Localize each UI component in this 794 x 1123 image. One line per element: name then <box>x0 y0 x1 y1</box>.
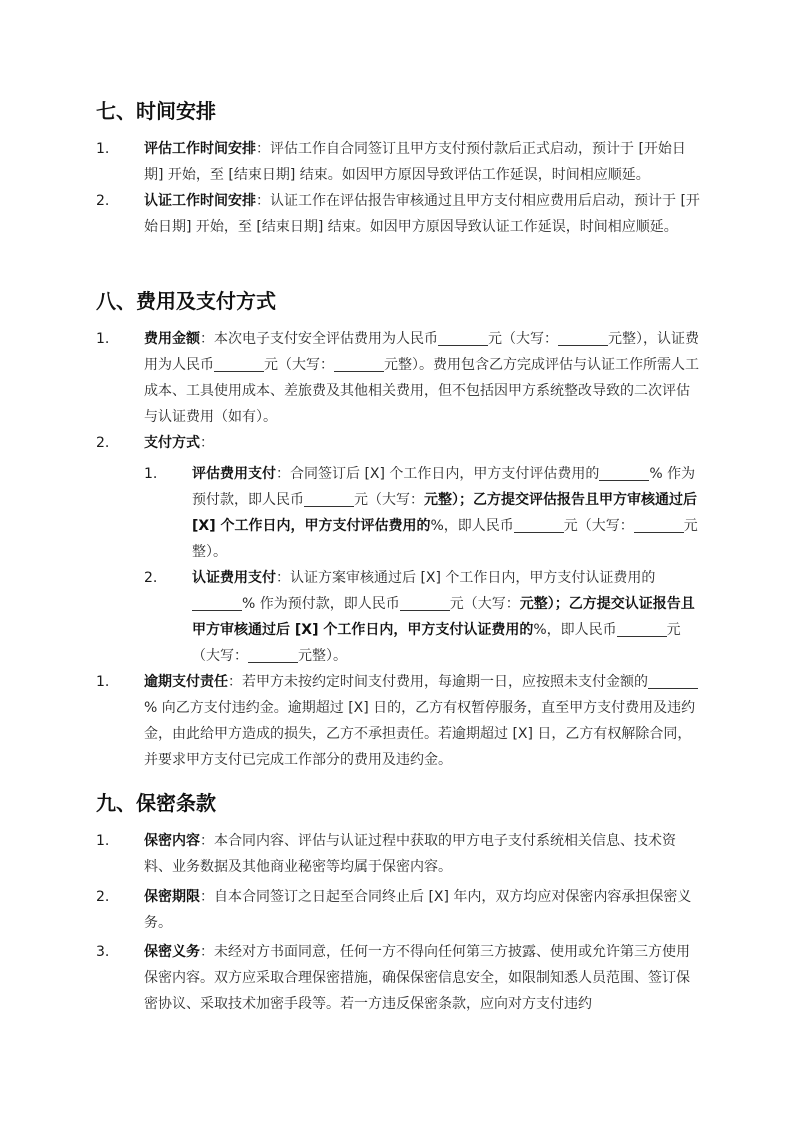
blank-line <box>334 353 384 372</box>
blank-line <box>438 327 488 346</box>
list-item <box>144 136 700 188</box>
section-heading-8: 八、费用及支付方式 <box>96 289 276 313</box>
blank-line <box>304 488 354 507</box>
blank-line <box>248 644 298 663</box>
blank-line <box>599 462 649 481</box>
list-number: 3. <box>96 944 110 960</box>
list-item: 保密期限：自本合同签订之日起至合同终止后 [X] 年内，双方均应对保密内容承担保密义务。 <box>144 889 692 931</box>
item-label: 保密内容 <box>144 833 200 849</box>
item-label: 认证工作时间安排 <box>144 193 256 209</box>
list-number: 1. <box>96 674 110 690</box>
list-number: 1. <box>96 141 110 157</box>
sub-list-number: 1. <box>144 466 158 482</box>
item-label: 支付方式 <box>144 435 200 451</box>
list-item: 保密义务：未经对方书面同意，任何一方不得向任何第三方披露、使用或允许第三方使用保密内容。双方应采取合理保密措施，确保保密信息安全，如限制知悉人员范围、签订保密协议、采取技术加密手段等。若一方违反保密条款，应向对方支付违约 <box>144 944 690 1012</box>
list-item: 保密内容：本合同内容、评估与认证过程中获取的甲方电子支付系统相关信息、技术资料、业务数据及其他商业秘密等均属于保密内容。 <box>144 833 676 875</box>
blank-line <box>558 327 608 346</box>
list-number: 1. <box>96 833 110 849</box>
list-item: 支付方式： <box>144 435 214 451</box>
blank-line <box>617 618 667 637</box>
item-label: 认证费用支付 <box>192 570 276 586</box>
blank-line <box>634 514 684 533</box>
list-item <box>144 188 700 240</box>
item-text: ：认证工作在评估报告审核通过且甲方支付相应费用后启动，预计于 [开始日期] 开始，至 [结束日期] 结束。如因甲方原因导致认证工作延误，时间相应顺延。 <box>144 193 700 235</box>
item-label: 逾期支付责任 <box>144 674 228 690</box>
list-number: 2. <box>96 889 110 905</box>
blank-line <box>192 592 242 611</box>
sub-list-item: 认证费用支付：认证方案审核通过后 [X] 个工作日内，甲方支付认证费用的% 作为预付款，即人民币 元（大写：元整）；乙方提交认证报告且甲方审核通过后 [X] 个工作日内，甲方支付认证费用的%，即人民币 元（大写： 元整）。 <box>192 570 695 664</box>
blank-line <box>514 514 564 533</box>
list-item: 逾期支付责任：若甲方未按约定时间支付费用，每逾期一日，应按照未支付金额的% 向乙方支付违约金。逾期超过 [X] 日的，乙方有权暂停服务，直至甲方支付费用及违约金，由此给甲方造成的损失，乙方不承担责任。若逾期超过 [X] 日，乙方有权解除合同，并要求甲方支付已完成工作部分的费用及违约金。 <box>144 669 700 773</box>
item-label: 保密义务 <box>144 944 200 960</box>
blank-line <box>648 670 698 689</box>
item-label: 费用金额 <box>144 331 200 347</box>
item-label: 保密期限 <box>144 889 200 905</box>
sub-list-item: 评估费用支付：合同签订后 [X] 个工作日内，甲方支付评估费用的 % 作为预付款，即人民币 元（大写：元整）；乙方提交评估报告且甲方审核通过后 [X] 个工作日内，甲方支付评估费用的%，即人民币 元（大写： 元整）。 <box>192 461 700 565</box>
blank-line <box>214 353 264 372</box>
blank-line <box>400 592 450 611</box>
list-item: 费用金额：本次电子支付安全评估费用为人民币 元（大写： 元整），认证费用为人民币 元（大写： 元整）。费用包含乙方完成评估与认证工作所需人工成本、工具使用成本、差旅费及其他相关费用，但不包括因甲方系统整改导致的二次评估与认证费用（如有）。 <box>144 326 700 430</box>
section-heading-7: 七、时间安排 <box>96 99 216 123</box>
list-number: 2. <box>96 193 110 209</box>
list-number: 1. <box>96 331 110 347</box>
item-text: ：评估工作自合同签订且甲方支付预付款后正式启动，预计于 [开始日期] 开始，至 [结束日期] 结束。如因甲方原因导致评估工作延误，时间相应顺延。 <box>144 141 686 183</box>
sub-list-number: 2. <box>144 570 158 586</box>
item-label: 评估费用支付 <box>192 466 276 482</box>
item-label: 评估工作时间安排 <box>144 141 256 157</box>
section-heading-9: 九、保密条款 <box>96 791 216 815</box>
list-number: 2. <box>96 435 110 451</box>
